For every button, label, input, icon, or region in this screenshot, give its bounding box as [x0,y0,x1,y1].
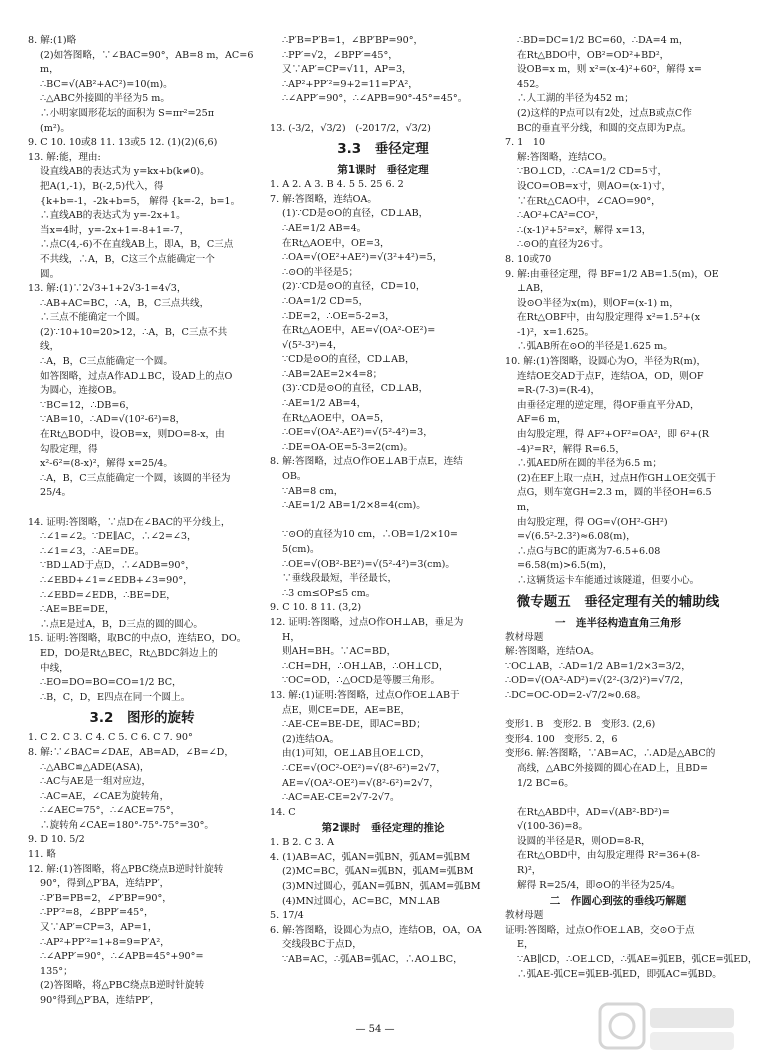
answer-line: ∴OE=√(OA²-AE²)=√(5²-4²)=3， [282,427,433,439]
answer-line: {k+b=-1，-2k+b=5， 解得 {k=-2，b=1。 [40,195,241,207]
subsection-title: 第1课时 垂径定理 [337,164,429,177]
answer-line: ∴点G与BC的距离为7-6.5+6.08 [517,545,661,557]
answer-line: 点G，则车宽GH=2.3 m，圆的半径OH=6.5 [517,487,712,499]
answer-line: ∴A，B，C三点能确定一个圆。 [40,356,173,368]
page-number: — 54 — [355,1024,395,1035]
answer-line: 14. 证明:答图略，∵点D在∠BAC的平分线上， [28,516,231,528]
answer-line: ∴直线AB的表达式为 y=-2x+1。 [40,210,186,222]
answer-line: (2)连结OA。 [282,733,340,745]
answer-line: ED，DO是Rt△BEC，Rt△BDC斜边上的 [40,647,218,659]
answer-line: AF=6 m， [517,414,567,426]
answer-line: √(100-36)=8。 [517,821,589,833]
section-title: 微专题五 垂径定理有关的辅助线 [516,593,720,610]
answer-line: OB。 [282,471,307,483]
answer-line: 9. C 10. 10或8 11. 13或5 12. (1)(2)(6,6) [28,137,218,149]
subsection-title: 二 作圆心到弦的垂线巧解题 [549,895,687,908]
answer-line: ∵在Rt△CAO中，∠CAO=90°， [517,195,661,207]
answer-line: (3)MN过圆心，弧AN=弧BN，弧AM=弧BM [282,881,481,893]
answer-line: 在Rt△AOE中，OA=5， [282,412,390,424]
answer-line [28,501,256,516]
answer-line: ∴点E是过A，B，D三点的圆的圆心。 [40,618,203,630]
answer-line: (2)MC=BC，弧AN=弧BN，弧AM=弧BM [282,866,474,878]
answer-line: x²-6²=(8-x)²，解得 x=25/4。 [40,458,173,470]
answer-line: ∴DE=OA-OE=5-3=2(cm)。 [282,441,413,453]
answer-line: 13. (-3/2，√3/2) (-2017/2，√3/2) [270,122,431,134]
answer-line: 7. 解:答图略，连结OA。 [270,193,377,205]
answer-line: ∵BO⊥CD，∴CA=1/2 CD=5寸， [517,166,668,178]
subsection-title: 一 连半径构造直角三角形 [555,616,681,629]
answer-line: 由垂径定理的逆定理，得OF垂直平分AD， [517,399,700,411]
answer-line: (2)如答图略，∵∠BAC=90°，AB=8 m，AC=6 [40,49,254,61]
answer-line: 变形1. B 变形2. B 变形3. (2,6) [505,719,656,731]
answer-line: 1. B 2. C 3. A [270,837,335,849]
answer-column-left [28,34,256,1023]
answer-line: ∴OA=√(OE²+AE²)=√(3²+4²)=5， [282,252,443,264]
answer-line: =√(6.5²-2.3²)≈6.08(m)， [517,531,636,543]
answer-line: ∵AB=8 cm， [282,485,344,497]
answer-line: ∴这辆货运卡车能通过该隧道，但要小心。 [517,574,700,586]
answer-line: ∴三点不能确定一个圆。 [40,312,146,324]
answer-line: 1. C 2. C 3. C 4. C 5. C 6. C 7. 90° [28,732,193,744]
answer-line: ∴AP²+PP′²=9+2=11=P′A²， [282,78,418,90]
answer-line: ∴小明家圆形花坛的面积为 S=πr²=25π [40,107,215,119]
answer-line: -1)²，x=1.625。 [517,326,595,338]
answer-line: ∴AC与AE是一组对应边， [40,776,152,788]
answer-line: (m²)。 [40,122,71,134]
answer-line: ∴EO=DO=BO=CO=1/2 BC， [40,677,182,689]
answer-line: ∴AE-CE=BE-DE，即AC=BD； [282,719,426,731]
answer-line: ∴△ABC外接圆的半径为5 m。 [40,93,170,105]
answer-line: (2)答图略，将△PBC绕点B逆时针旋转 [40,980,205,992]
answer-line: 教材母题 [505,631,544,643]
answer-line: 证明:答图略，过点O作OE⊥AB，交⊙O于点 [505,924,695,936]
answer-line: 10. 解:(1)答图略，设圆心为O，半径为R(m)， [505,356,707,368]
answer-line: ∴AE=1/2 AB=1/2×8=4(cm)。 [282,500,426,512]
answer-line: 12. 解:(1)答图略，将△PBC绕点B逆时针旋转 [28,863,224,875]
answer-line: 7. 1 10 [505,137,546,149]
answer-line: ∴⊙O的半径是5； [282,266,359,278]
answer-line: ∴AC=AE，∠CAE为旋转角， [40,790,170,802]
answer-line: 由勾股定理，得 AF²+OF²=OA²，即 6²+(R [517,429,709,441]
answer-line: (2)∵CD是⊙O的直径，CD=10， [282,281,426,293]
answer-line: (4)MN过圆心，AC=BC，MN⊥AB [282,895,440,907]
answer-line [270,107,496,122]
answer-line: ∴B，C，D，E四点在同一个圆上。 [40,691,191,703]
answer-line: (3)∵CD是⊙O的直径，CD⊥AB， [282,383,429,395]
answer-line: 14. C [270,806,296,818]
answer-line: 不共线，∴A，B，C这三个点能确定一个 [40,253,215,265]
answer-line: 连结OE交AD于点F，连结OA，OD，则OF [517,370,704,382]
answer-line: 90°得到△P′BA，连结PP′， [40,995,160,1006]
answer-line: 5(cm)。 [282,544,320,555]
answer-line: 13. 解:(1)∵2√3+1+2√3-1=4√3， [28,283,187,295]
answer-line [270,514,496,529]
answer-line: √(5²-3²)=4， [282,339,343,351]
answer-line: ∴AE=1/2 AB=4， [282,398,367,410]
answer-line: 点E，则CE=DE，AE=BE， [282,704,411,716]
answer-line: 8. 解:(1)略 [28,35,77,46]
answer-line: 90°，得到△P′BA，连结PP′， [40,878,170,890]
answer-line: 在Rt△OBF中，由勾股定理得 x²=1.5²+(x [517,312,701,324]
answer-line: ∵BD⊥AD于点D，∴∠ADB=90°， [40,560,195,572]
answer-line: 由(1)可知，OE⊥AB且OE⊥CD， [282,748,430,760]
answer-line: ∴∠EBD+∠1=∠EDB+∠3=90°， [40,574,193,586]
answer-line: 高线，△ABC外接圆的圆心在AD上，且BD= [517,762,708,774]
answer-line: ∴弧AED所在圆的半径为6.5 m； [517,458,662,470]
answer-line: ∴OD=√(OA²-AD²)=√(2²-(3/2)²)=√7/2， [505,675,690,687]
answer-line: 1. A 2. A 3. B 4. 5 5. 25 6. 2 [270,179,404,191]
answer-line: 6. 解:答图略，设圆心为点O，连结OB，OA，OA [270,924,482,936]
answer-line: 452。 [517,78,545,90]
answer-line: 设圆的半径是R，则OD=8-R， [517,835,651,847]
answer-line: 中线， [40,662,69,674]
answer-line: ∴PP′=√2，∠BPP′=45°， [282,49,398,61]
answer-line: ∵BC=12，∴DB=6， [40,399,136,411]
answer-line: 又∵AP′=CP=√11，AP=3， [282,64,412,76]
answer-line: 在Rt△AOE中，OE=3， [282,237,390,249]
answer-line: ∴BD=DC=1/2 BC=60，∴DA=4 m， [517,35,689,46]
answer-line: 在Rt△OBD中，由勾股定理得 R²=36+(8- [517,850,700,862]
answer-line: (2)在EF上取一点H，过点H作GH⊥OE交弧于 [517,472,717,484]
answer-line: (1)∵CD是⊙O的直径，CD⊥AB， [282,208,429,220]
answer-line: 9. C 10. 8 11. (3,2) [270,602,362,614]
answer-line: ⊥AB， [517,283,550,295]
answer-line: ∴CE=√(OC²-OE²)=√(8²-6²)=2√7， [282,762,446,774]
answer-line: ∵OC⊥AB，∴AD=1/2 AB=1/2×3=3/2， [505,660,691,672]
answer-line: ∴∠AEC=75°，∴∠ACE=75°， [40,805,181,817]
answer-line: ∵OC=OD，∴△OCD是等腰三角形。 [282,675,441,687]
answer-line: ∴3 cm≤OP≤5 cm。 [282,587,376,599]
section-title: 3.2 图形的旋转 [89,710,195,727]
answer-line: 13. 解:能，理由: [28,151,101,163]
answer-line: ∴AP²+PP′²=1+8=9=P′A²， [40,936,170,948]
answer-line: ∴AC=AE-CE=2√7-2√7。 [282,792,400,804]
answer-line: =6.58(m)>6.5(m)， [517,560,613,572]
answer-line: ∴DE=2，∴OE=5-2=3， [282,310,395,322]
answer-line: 把A(1,-1)，B(-2,5)代入，得 [40,180,164,192]
answer-line: 设OB=x m，则 x²=(x-4)²+60²，解得 x= [517,64,702,76]
answer-line: m， [517,502,536,513]
answer-line: ∴AB=2AE=2×4=8； [282,368,383,380]
answer-line: 变形4. 100 变形5. 2，6 [505,733,618,745]
answer-line: -4)²=R²，解得 R=6.5， [517,443,625,455]
answer-line: ∴AO²+CA²=CO²， [517,210,605,222]
answer-line: ∵AB=10，∴AD=√(10²-6²)=8， [40,414,186,426]
answer-line: 8. 解:∵∠BAC=∠DAE，AB=AD，∠B=∠D， [28,746,234,758]
answer-line: ∴⊙O的直径为26寸。 [517,239,609,251]
answer-line: ∴点C(4,-6)不在直线AB上，即A，B，C三点 [40,239,234,251]
answer-line: ∴弧AE-弧CE=弧EB-弧ED，即弧AC=弧BD。 [517,968,722,980]
answer-line: 线， [40,341,60,353]
answer-line: m， [40,64,59,76]
answer-line: 135°； [40,965,73,977]
answer-line: 在Rt△BOD中，设OB=x，则DO=8-x，由 [40,429,225,441]
answer-column-middle [270,34,496,1023]
answer-line: 8. 10或70 [505,253,552,265]
answer-line: H， [282,631,300,643]
answer-line: 4. (1)AB=AC，弧AN=弧BN，弧AM=弧BM [270,851,471,863]
answer-line: 设⊙O半径为x(m)，则OF=(x-1) m， [517,297,679,309]
answer-line: R)²， [517,865,542,877]
answer-line: 9. D 10. 5/2 [28,834,85,846]
answer-line: ∵垂线段最短，半径最长， [282,573,398,585]
answer-line: 为圆心，连接OB。 [40,385,123,397]
answer-line: ∴AE=BE=DE， [40,604,115,616]
answer-line: 设直线AB的表达式为 y=kx+b(k≠0)。 [40,166,210,178]
answer-line: 当x=4时，y=-2x+1=-8+1=-7， [40,224,190,236]
answer-line: ∴CH=DH，∴OH⊥AB，∴OH⊥CD， [282,660,449,672]
answer-line: ∴人工湖的半径为452 m； [517,93,634,105]
answer-line: ∴OA=1/2 CD=5， [282,295,369,307]
answer-line: ∴OE=√(OB²-BE²)=√(5²-4²)=3(cm)。 [282,558,455,570]
answer-line: ∴弧AB所在⊙O的半径是1.625 m。 [517,341,673,353]
answer-line: 15. 证明:答图略，取BC的中点O，连结EO，DO。 [28,633,247,645]
answer-line: ∵CD是⊙O的直径，CD⊥AB， [282,354,415,366]
answer-line: 勾股定理，得 [40,443,98,455]
answer-line: 25/4。 [40,487,72,499]
answer-line: ∴∠APP′=90°，∴∠APB=45°+90°= [40,951,204,963]
answer-line [505,704,731,719]
answer-line: 交线段BC于点D， [282,939,362,951]
section-title: 3.3 垂径定理 [337,141,429,158]
answer-line: ∴旋转角∠CAE=180°-75°-75°=30°。 [40,819,214,831]
answer-line: ∴∠APP′=90°，∴∠APB=90°-45°=45°。 [282,93,468,105]
answer-line: 解得 R=25/4，即⊙O的半径为25/4。 [517,879,681,891]
answer-line: 由勾股定理，得 OG=√(OH²-GH²) [517,516,668,528]
answer-line: 在Rt△ABD中，AD=√(AB²-BD²)= [517,806,670,818]
answer-line: ∴(x-1)²+5²=x²，解得 x=13， [517,224,652,236]
answer-line: 设CO=OB=x寸，则AO=(x-1)寸， [517,180,672,192]
answer-line: 1/2 BC=6。 [517,777,574,789]
answer-line: E， [517,939,534,951]
answer-line: 13. 解:(1)证明:答图略，过点O作OE⊥AB于 [270,689,460,701]
answer-line: ∵AB=AC，∴弧AB=弧AC，∴AO⊥BC， [282,954,463,966]
answer-line: ∵⊙O的直径为10 cm，∴OB=1/2×10= [282,529,458,541]
answer-line: (2)∵10+10=20>12，∴A，B，C三点不共 [40,326,228,338]
answer-line: 教材母题 [505,910,544,922]
answer-line: ∴DC=OC-OD=2-√7/2≈0.68。 [505,689,647,701]
answer-line: 9. 解:由垂径定理，得 BF=1/2 AB=1.5(m)，OE [505,268,719,280]
answer-line: 则AH=BH。∵AC=BD， [282,646,397,658]
answer-line: 11. 略 [28,849,56,861]
answer-line: 圆。 [40,268,60,280]
answer-line: ∴PP′²=8，∠BPP′=45°， [40,907,154,919]
answer-line: 8. 解:答图略，过点O作OE⊥AB于点E，连结 [270,456,463,468]
answer-line: 解:答图略，连结OA。 [505,646,600,658]
answer-line: ∴∠1=∠2。∵DE∥AC，∴∠2=∠3， [40,531,197,543]
answer-line: ∴AB+AC=BC，∴A，B，C三点共线， [40,297,210,309]
answer-line: 12. 证明:答图略，过点O作OH⊥AB，垂足为 [270,616,464,628]
answer-line: BC的垂直平分线，和圆的交点即为P点。 [517,122,692,134]
answer-line [505,791,731,806]
answer-line: ∴∠EBD=∠EDB，∴BE=DE， [40,589,176,601]
answer-line: 解:答图略，连结CO。 [517,151,613,163]
answer-line: 在Rt△BDO中，OB²=OD²+BD²， [517,49,670,61]
answer-line: AE=√(OA²-OE²)=√(8²-6²)=2√7， [282,777,439,789]
answer-line: ∴△ABC≌△ADE(ASA)， [40,761,150,773]
answer-line: ∴BC=√(AB²+AC²)=10(m)。 [40,78,173,90]
answer-line: ∵AB∥CD，∴OE⊥CD，∴弧AE=弧EB，弧CE=弧ED， [517,954,758,966]
answer-line: 又∵AP′=CP=3，AP=1， [40,922,158,934]
answer-line: 变形6. 解:答图略，∵AB=AC，∴AD是△ABC的 [505,748,716,760]
answer-line: ∴AE=1/2 AB=4。 [282,222,367,234]
answer-line: ∴P′B=P′B=1，∠BP′BP=90°， [282,35,424,46]
answer-line: 5. 17/4 [270,910,304,922]
answer-line: ∴A，B，C三点能确定一个圆，该圆的半径为 [40,472,231,484]
answer-line: ∴∠1=∠3，∴AE=DE。 [40,545,145,557]
answer-line: (2)这样的P点可以有2处，过点B或点C作 [517,107,692,119]
answer-line: 如答图略，过点A作AD⊥BC，设AD上的点O [40,370,233,382]
watermark-logo [598,1000,738,1056]
answer-line: 在Rt△AOE中，AE=√(OA²-OE²)= [282,325,436,337]
answer-column-right [505,34,758,1023]
answer-line: =R-(7-3)=(R-4)， [517,385,601,397]
answer-line: ∴P′B=PB=2，∠P′BP=90°， [40,892,172,904]
subsection-title: 第2课时 垂径定理的推论 [321,822,445,835]
